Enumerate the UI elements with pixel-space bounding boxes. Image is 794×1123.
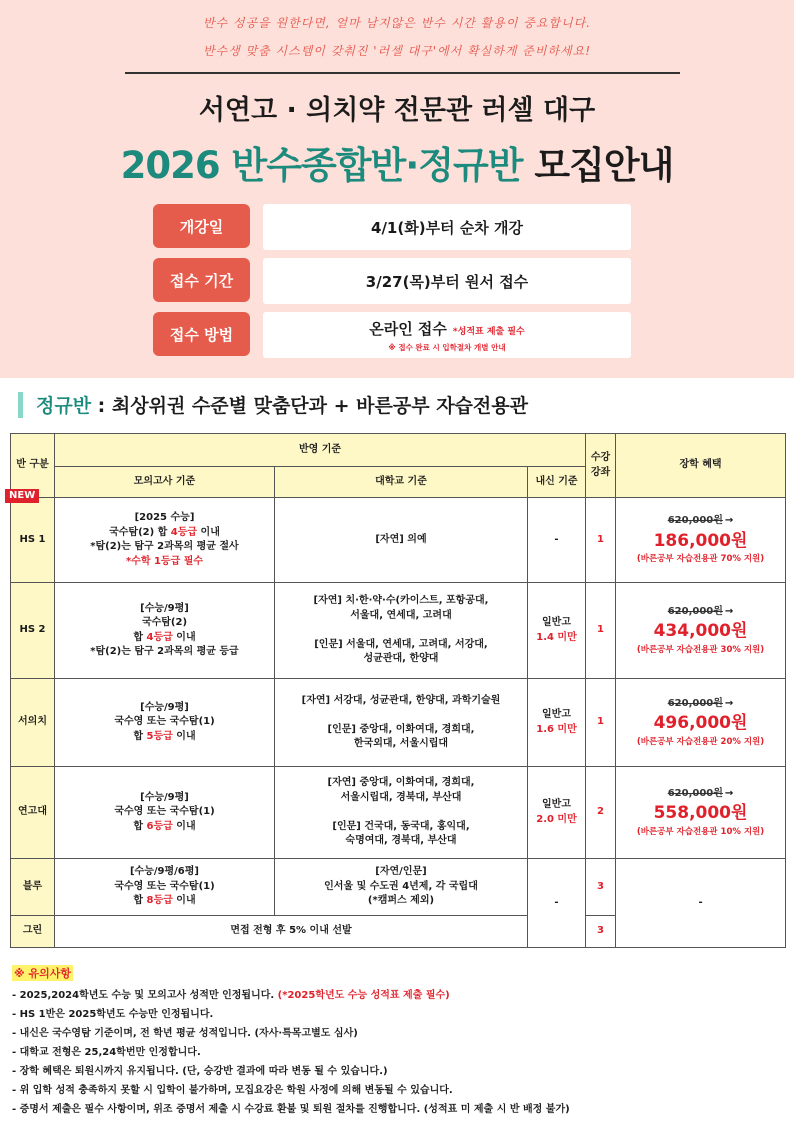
- row-courses: 1: [586, 679, 616, 767]
- row-name: [11, 679, 55, 767]
- school-type: 일반고: [542, 709, 571, 720]
- school-grade: 2.0 미만: [536, 813, 577, 825]
- arrow-icon: →: [724, 697, 734, 709]
- benefit-note: (바른공부 자습전용관 30% 지원): [636, 644, 765, 655]
- school-type: 일반고: [542, 617, 571, 628]
- info-value-period: [263, 258, 631, 304]
- header-divider: [125, 72, 680, 74]
- criteria-text: 합: [133, 820, 147, 832]
- section-title-rest: : 최상위권 수준별 맞춤단과 + 바른공부 자습전용관: [91, 395, 528, 417]
- header-courses: 수강 강좌: [586, 434, 616, 498]
- class-table: [10, 433, 786, 948]
- row-benefit: [616, 583, 786, 679]
- header-criteria: 반영 기준: [55, 434, 586, 467]
- criteria-line: *탐(2)는 탐구 2과목의 평균 절사: [90, 541, 239, 552]
- discount-price: 186,000원: [653, 530, 748, 551]
- row-univ-criteria: [275, 583, 528, 679]
- note-text: - 2025,2024학년도 수능 및 모의고사 성적만 인정됩니다.: [12, 990, 278, 1001]
- criteria-line: 국수영 또는 국수탐(1): [114, 806, 215, 818]
- header-mock: 모의고사 기준: [55, 467, 275, 498]
- notes-title: ※ 유의사항: [14, 967, 72, 980]
- row-name-text: HS 1: [19, 533, 46, 545]
- table-row: [11, 767, 786, 859]
- school-type: -: [554, 533, 559, 545]
- criteria-line: [2025 수능]: [134, 512, 195, 523]
- criteria-line: [수능/9평]: [140, 701, 189, 713]
- criteria-line: 국수영 또는 국수탐(1): [114, 880, 215, 892]
- note-text: - HS 1반은 2025학년도 수능만 인정됩니다.: [12, 1009, 214, 1020]
- criteria-text: 합: [133, 631, 147, 643]
- row-school-criteria: -: [528, 859, 586, 948]
- row-school-criteria: [528, 498, 586, 583]
- criteria-text: 이내: [172, 730, 196, 742]
- row-name: [9, 490, 55, 583]
- info-value-method: [263, 312, 631, 358]
- row-criteria: 면접 전형 후 5% 이내 선발: [55, 916, 528, 948]
- note-highlight: (*2025학년도 수능 성적표 제출 필수): [277, 990, 450, 1001]
- brand-title: 서연고 · 의치약 전문관 러셀 대구: [198, 95, 596, 126]
- slogan-line-2: 반수생 맞춤 시스템이 갖춰진 '러셀 대구'에서 확실하게 준비하세요!: [202, 44, 592, 58]
- row-name: [11, 583, 55, 679]
- criteria-line: [57, 526, 272, 541]
- note-text: - 위 입학 성적 충족하지 못할 시 입학이 불가하며, 모집요강은 학원 사정에 의해 변동될 수 있습니다.: [12, 1085, 453, 1096]
- header-school: 내신 기준: [528, 467, 586, 498]
- criteria-line: [수능/9평]: [140, 791, 189, 803]
- row-courses: 3: [586, 859, 616, 916]
- criteria-line: [자연] 의예: [375, 533, 427, 545]
- discount-price: 434,000원: [653, 621, 748, 642]
- criteria-text: 이내: [172, 895, 196, 907]
- note-item: [12, 1081, 782, 1100]
- criteria-line: [57, 631, 272, 646]
- notes-list: [12, 986, 782, 1119]
- slogan-line-1: 반수 성공을 원한다면, 얼마 남지않은 반수 시간 활용이 중요합니다.: [202, 16, 592, 30]
- info-value-start-date: [263, 204, 631, 250]
- original-price: 620,000원: [667, 697, 723, 709]
- original-price: 620,000원: [667, 605, 723, 617]
- row-courses: 1: [586, 583, 616, 679]
- school-grade: 1.6 미만: [536, 723, 577, 735]
- criteria-line: *탐(2)는 탐구 2과목의 평균 등급: [90, 646, 239, 657]
- notes-section: [12, 962, 782, 1119]
- info-label-start-date: 개강일: [153, 204, 250, 248]
- school-type: 일반고: [542, 799, 571, 810]
- criteria-line: [자연] 중앙대, 이화여대, 경희대,: [327, 777, 475, 789]
- criteria-highlight: 6등급: [146, 820, 173, 832]
- criteria-line: [57, 894, 272, 909]
- criteria-highlight: 8등급: [146, 895, 173, 907]
- info-value-text: 3/27(목)부터 원서 접수: [365, 272, 529, 291]
- price-line: [618, 605, 783, 620]
- table-row-blue: [11, 859, 786, 916]
- row-courses: 2: [586, 767, 616, 859]
- criteria-text: 합: [133, 895, 147, 907]
- row-name: 블루: [11, 859, 55, 916]
- info-value-text: 4/1(화)부터 순차 개강: [371, 218, 523, 237]
- row-name-text: 서의치: [18, 716, 47, 728]
- info-label-period: 접수 기간: [153, 258, 250, 302]
- note-item: [12, 1005, 782, 1024]
- criteria-line: [자연] 서강대, 성균관대, 한양대, 과학기술원: [301, 694, 501, 706]
- note-item: [12, 1100, 782, 1119]
- criteria-highlight: 4등급: [170, 526, 198, 538]
- criteria-text: 이내: [197, 526, 220, 538]
- discount-price: 496,000원: [653, 713, 748, 734]
- criteria-line: [57, 820, 272, 835]
- page-title-highlight: 2026 반수종합반·정규반: [120, 144, 523, 187]
- row-courses: 3: [586, 916, 616, 948]
- criteria-line: [인문] 중앙대, 이화여대, 경희대,: [327, 723, 475, 735]
- criteria-line: 숙명여대, 경북대, 부산대: [345, 835, 457, 847]
- row-mock-criteria: [55, 767, 275, 859]
- new-badge: NEW: [5, 489, 39, 503]
- criteria-text: 합: [133, 730, 147, 742]
- row-name-text: HS 2: [19, 624, 46, 636]
- table-row: [11, 498, 786, 583]
- price-line: [618, 514, 783, 529]
- note-item: [12, 1043, 782, 1062]
- school-grade: 1.4 미만: [536, 631, 577, 643]
- criteria-line: 한국외대, 서울시립대: [353, 738, 449, 749]
- note-item: [12, 1062, 782, 1081]
- note-text: - 장학 혜택은 퇴원시까지 유지됩니다. (단, 승강반 결과에 따라 변동 될 수 있습니다.): [12, 1066, 388, 1077]
- row-school-criteria: [528, 767, 586, 859]
- info-subnote: ※ 접수 완료 시 입학절차 개별 안내: [388, 342, 506, 352]
- criteria-line: [자연/인문]: [375, 866, 427, 878]
- row-univ-criteria: [275, 498, 528, 583]
- row-benefit: [616, 498, 786, 583]
- row-school-criteria: [528, 679, 586, 767]
- criteria-text: 이내: [172, 631, 196, 643]
- note-text: - 내신은 국수영탐 기준이며, 전 학년 평균 성적입니다. (자사·특목고별도 심사): [12, 1028, 358, 1039]
- criteria-text: 국수탐(2) 합: [109, 526, 171, 538]
- criteria-line: 국수영 또는 국수탐(1): [114, 716, 215, 728]
- row-name: 그린: [11, 916, 55, 948]
- row-mock-criteria: [55, 859, 275, 916]
- row-mock-criteria: [55, 498, 275, 583]
- table-row: [11, 583, 786, 679]
- criteria-highlight: 4등급: [146, 631, 173, 643]
- discount-price: 558,000원: [653, 803, 748, 824]
- original-price: 620,000원: [667, 787, 723, 799]
- row-mock-criteria: [55, 583, 275, 679]
- original-price: 620,000원: [667, 515, 723, 527]
- header-banner: [0, 0, 794, 378]
- criteria-line: (*캠퍼스 제외): [367, 895, 435, 907]
- row-benefit: -: [616, 859, 786, 948]
- criteria-line: [인문] 건국대, 동국대, 홍익대,: [332, 820, 470, 832]
- row-benefit: [616, 767, 786, 859]
- criteria-line: [인문] 서울대, 연세대, 고려대, 서강대,: [314, 638, 488, 650]
- header-benefit: 장학 혜택: [616, 434, 786, 498]
- criteria-line: 서울시립대, 경북대, 부산대: [340, 791, 462, 803]
- row-name: [11, 767, 55, 859]
- benefit-note: (바른공부 자습전용관 10% 지원): [636, 826, 765, 837]
- header-univ: 대학교 기준: [275, 467, 528, 498]
- row-school-criteria: [528, 583, 586, 679]
- criteria-line: [수능/9평]: [140, 602, 189, 614]
- criteria-line: [57, 555, 272, 570]
- info-required-note: *성적표 제출 필수: [452, 326, 525, 337]
- section-accent-bar: [18, 392, 23, 418]
- row-univ-criteria: [275, 767, 528, 859]
- criteria-line: [277, 805, 525, 820]
- row-univ-criteria: [275, 859, 528, 916]
- benefit-note: (바른공부 자습전용관 20% 지원): [636, 736, 765, 747]
- info-value-text: 온라인 접수: [369, 319, 447, 338]
- criteria-line: [277, 708, 525, 723]
- criteria-line: 인서울 및 수도권 4년제, 각 국립대: [324, 880, 478, 892]
- price-line: [618, 787, 783, 802]
- criteria-line: 국수탐(2): [141, 617, 188, 628]
- criteria-line: 성균관대, 한양대: [363, 653, 439, 665]
- criteria-line: [수능/9평/6평]: [129, 866, 199, 878]
- section-title: [36, 391, 528, 418]
- note-text: - 대학교 전형은 25,24학번만 인정합니다.: [12, 1047, 201, 1058]
- criteria-line: [57, 730, 272, 745]
- criteria-line: [자연] 치·한·약·수(카이스트, 포항공대,: [313, 595, 489, 607]
- criteria-line: 서울대, 연세대, 고려대: [350, 609, 452, 621]
- table-row: [11, 679, 786, 767]
- row-name-text: 연고대: [18, 806, 47, 818]
- row-mock-criteria: [55, 679, 275, 767]
- arrow-icon: →: [724, 787, 734, 799]
- criteria-line: [277, 623, 525, 638]
- criteria-highlight: 5등급: [146, 730, 173, 742]
- arrow-icon: →: [724, 605, 734, 617]
- arrow-icon: →: [724, 515, 734, 527]
- row-benefit: [616, 679, 786, 767]
- info-label-method: 접수 방법: [153, 312, 250, 356]
- row-courses: 1: [586, 498, 616, 583]
- page-title-rest: 모집안내: [534, 144, 674, 187]
- note-item: [12, 1024, 782, 1043]
- benefit-note: (바른공부 자습전용관 70% 지원): [636, 554, 765, 565]
- note-text: - 증명서 제출은 필수 사항이며, 위조 증명서 제출 시 수강료 환불 및 퇴원 절차를 진행합니다. (성적표 미 제출 시 반 배정 불가): [12, 1104, 570, 1115]
- price-line: [618, 697, 783, 712]
- row-univ-criteria: [275, 679, 528, 767]
- header-group: 반 구분: [11, 434, 55, 498]
- criteria-highlight: *수학 1등급 필수: [125, 555, 204, 567]
- section-title-highlight: 정규반: [36, 395, 92, 417]
- criteria-text: 이내: [172, 820, 196, 832]
- page-title: [0, 135, 794, 189]
- note-item: [12, 986, 782, 1005]
